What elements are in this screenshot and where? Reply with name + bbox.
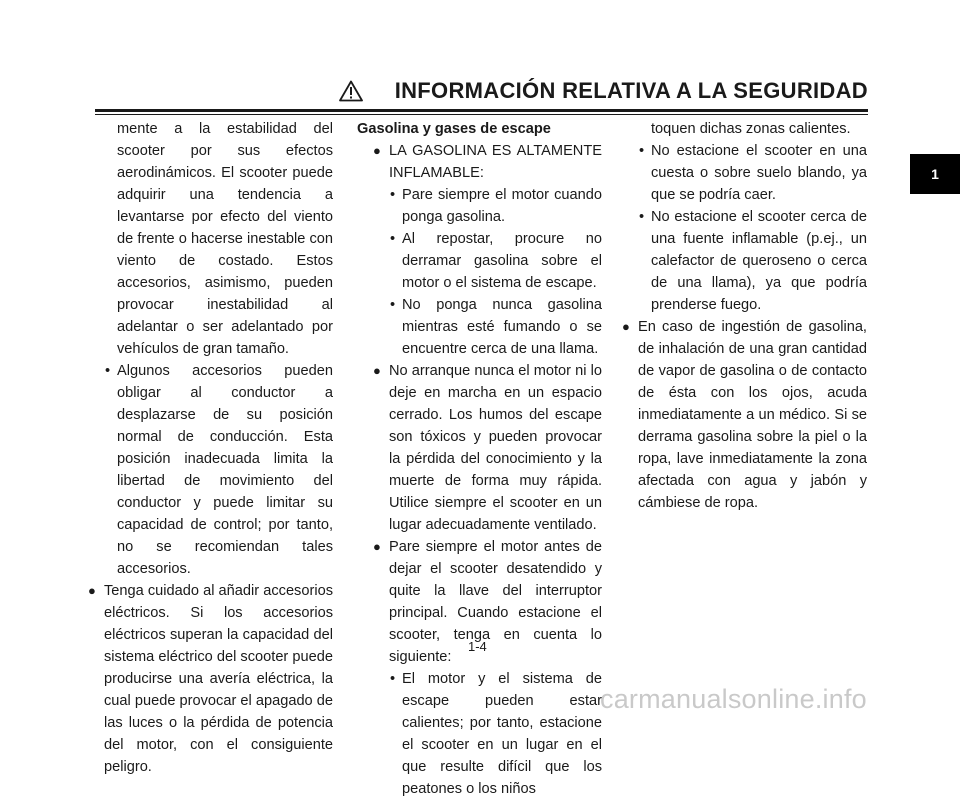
header-rule-thick (95, 109, 868, 112)
dash-marker: • (390, 231, 396, 247)
chapter-tab (910, 154, 960, 194)
bullet-item-text: No arranque nunca el motor ni lo deje en marcha en un espacio cerrado. Los humos del escape son tóxicos y pueden provocar la pérdida del conocimiento y la muerte de forma muy rápida. Utilice siempre el scooter en un lugar adecuadamente ventilado. (389, 363, 602, 533)
dash-item (622, 140, 867, 206)
watermark: carmanualsonline.info (600, 684, 867, 714)
bullet-item-text: Tenga cuidado al añadir accesorios eléctricos. Si los accesorios eléctricos superan la capacidad del sistema eléctrico del scooter puede producirse una avería eléctrica, la cual puede provocar el apagado de las luces o la pérdida de potencia del motor, con el consiguiente peligro. (104, 583, 333, 775)
continuation-text: mente a la estabilidad del scooter por sus efectos aerodinámicos. El scooter puede adquirir una tendencia a levantarse por efecto del viento de frente o hacerse inestable con viento de costado. Estos accesorios, asimismo, pueden provocar inestabilidad al adelantar o ser adelantado por vehículos de gran tamaño. (117, 121, 333, 357)
dash-marker: • (639, 143, 645, 159)
bullet-marker: ● (373, 363, 381, 378)
chapter-tab-label: 1 (931, 166, 939, 182)
dash-item-text: Al repostar, procure no derramar gasolina sobre el motor o el sistema de escape. (402, 231, 602, 291)
section-title: Gasolina y gases de escape (357, 121, 551, 137)
dash-item (88, 360, 333, 580)
column-middle (357, 118, 602, 800)
bullet-item (622, 316, 867, 514)
bullet-item (373, 536, 602, 668)
dash-item-text: No estacione el scooter cerca de una fuente inflamable (p.ej., un calefactor de queroseno o cerca de una llama), ya que podría prenderse fuego. (651, 209, 867, 313)
bullet-marker: ● (373, 143, 381, 158)
dash-item-text: El motor y el sistema de escape pueden estar calientes; por tanto, estacione el scooter en un lugar en el que resulte difícil que los peatones o los niños (402, 671, 602, 797)
bullet-item-text: En caso de ingestión de gasolina, de inhalación de una gran cantidad de vapor de gasolina o de contacto de ésta con los ojos, acuda inmediatamente a un médico. Si se derrama gasolina sobre la piel o la ropa, lave inmediatamente la zona afectada con agua y jabón y cámbiese de ropa. (638, 319, 867, 511)
continuation-text: toquen dichas zonas calientes. (651, 121, 851, 137)
dash-item-text: Algunos accesorios pueden obligar al conductor a desplazarse de su posición normal de conducción. Esta posición inadecuada limita la libertad de movimiento del conductor y puede limitar su capacidad de control; por tanto, no se recomiendan tales accesorios. (117, 363, 333, 577)
warning-triangle-icon (339, 80, 363, 102)
bullet-item (88, 580, 333, 778)
bullet-marker: ● (622, 319, 630, 334)
page-title: INFORMACIÓN RELATIVA A LA SEGURIDAD (394, 78, 868, 103)
dash-marker: • (390, 671, 396, 687)
bullet-item (373, 140, 602, 184)
dash-marker: • (390, 297, 396, 313)
bullet-item (373, 360, 602, 536)
dash-item (373, 228, 602, 294)
dash-item (373, 294, 602, 360)
bullet-marker: ● (373, 539, 381, 554)
column-left (88, 118, 333, 778)
dash-marker: • (105, 363, 111, 379)
bullet-item-text: LA GASOLINA ES ALTAMENTE INFLAMABLE: (389, 143, 602, 181)
page-number: 1-4 (468, 639, 487, 654)
dash-item-text: Pare siempre el motor cuando ponga gasolina. (402, 187, 602, 225)
dash-marker: • (390, 187, 396, 203)
page-header (95, 76, 868, 108)
dash-marker: • (639, 209, 645, 225)
header-rule-thin (95, 114, 868, 115)
dash-item-text: No estacione el scooter en una cuesta o sobre suelo blando, ya que se podría caer. (651, 143, 867, 203)
dash-item-text: No ponga nunca gasolina mientras esté fumando o se encuentre cerca de una llama. (402, 297, 602, 357)
bullet-marker: ● (88, 583, 96, 598)
dash-item (373, 668, 602, 800)
dash-item (373, 184, 602, 228)
column-right (622, 118, 867, 514)
dash-item (622, 206, 867, 316)
bullet-item-text: Pare siempre el motor antes de dejar el scooter desatendido y quite la llave del interruptor principal. Cuando estacione el scooter, tenga en cuenta lo siguiente: (389, 539, 602, 665)
